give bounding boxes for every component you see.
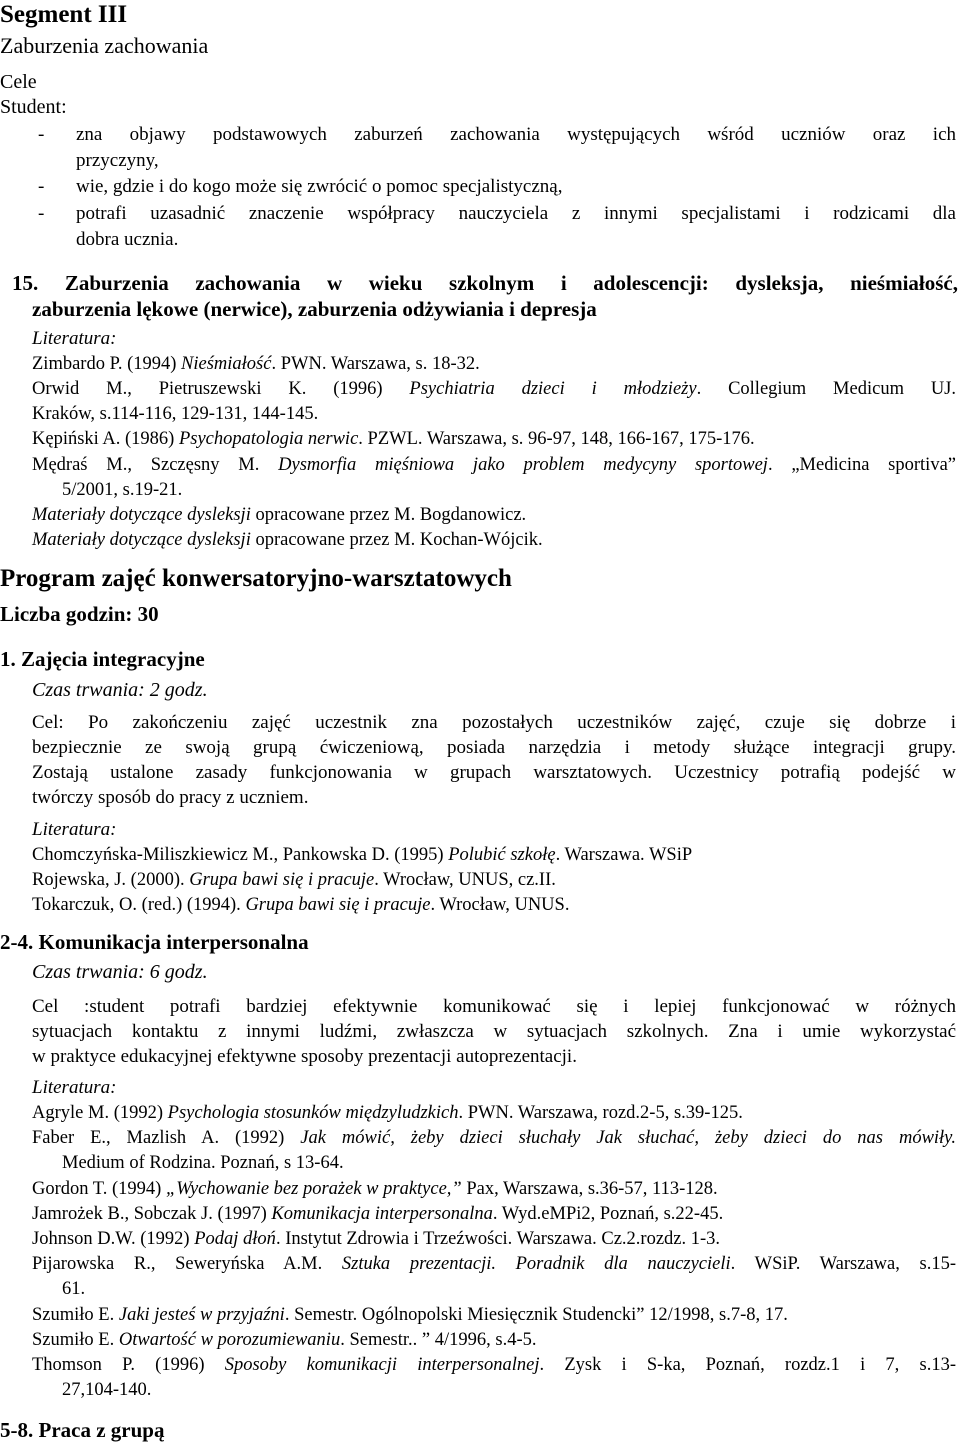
section-5-8-title: 5-8. Praca z grupą <box>0 1418 165 1442</box>
student-label: Student: <box>0 96 67 118</box>
topic-15-title-line2: zaburzenia lękowe (nerwice), zaburzenia odżywiania i depresja <box>32 297 597 321</box>
section-1-goal-line2: bezpiecznie ze swoją grupą ćwiczeniową, posiada narzędzia i metody służące integracji grupy. <box>32 737 956 758</box>
reference-item: Materiały dotyczące dysleksji opracowane przez M. Bogdanowicz. <box>32 505 527 525</box>
bullet-dash: - <box>38 124 45 145</box>
goal-item-1-line2: przyczyny, <box>76 150 159 171</box>
reference-continuation: 61. <box>62 1279 86 1299</box>
reference-continuation: 5/2001, s.19-21. <box>62 480 183 500</box>
reference-item: Pijarowska R., Seweryńska A.M. Sztuka prezentacji. Poradnik dla nauczycieli. WSiP. Warszawa, s.15- <box>32 1254 956 1274</box>
reference-item: Johnson D.W. (1992) Podaj dłoń. Instytut Zdrowia i Trzeźwości. Warszawa. Cz.2.rozdz. 1-3. <box>32 1229 721 1249</box>
section-2-4-duration: Czas trwania: 6 godz. <box>32 961 208 983</box>
reference-item: Orwid M., Pietruszewski K. (1996) Psychiatria dzieci i młodzieży. Collegium Medicum UJ. <box>32 379 957 399</box>
reference-item: Zimbardo P. (1994) Nieśmiałość. PWN. Warszawa, s. 18-32. <box>32 354 480 374</box>
section-2-4-goal-line2: sytuacjach kontaktu z innymi ludźmi, zwłaszcza w sytuacjach szkolnych. Zna i umie wykorzystać <box>32 1021 956 1042</box>
section-1-goal-line4: twórczy sposób do pracy z uczniem. <box>32 787 309 808</box>
section-1-title: 1. Zajęcia integracyjne <box>0 647 205 671</box>
program-title: Program zajęć konwersatoryjno-warsztatowych <box>0 565 512 592</box>
literature-label: Literatura: <box>32 819 117 840</box>
section-2-4-title: 2-4. Komunikacja interpersonalna <box>0 930 309 954</box>
literature-label: Literatura: <box>32 1077 117 1098</box>
reference-continuation: Medium of Rodzina. Poznań, s 13-64. <box>62 1153 344 1173</box>
reference-item: Mędraś M., Szczęsny M. Dysmorfia mięśniowa jako problem medycyny sportowej. „Medicina sportiva” <box>32 455 956 475</box>
reference-item: Gordon T. (1994) „Wychowanie bez porażek w praktyce,” Pax, Warszawa, s.36-57, 113-128. <box>32 1179 718 1199</box>
reference-continuation: 27,104-140. <box>62 1380 152 1400</box>
reference-item: Kępiński A. (1986) Psychopatologia nerwic. PZWL. Warszawa, s. 96-97, 148, 166-167, 175-176. <box>32 429 755 449</box>
reference-item: Szumiło E. Jaki jesteś w przyjaźni. Semestr. Ogólnopolski Miesięcznik Studencki” 12/1998, s.7-8, 17. <box>32 1305 788 1325</box>
reference-item: Tokarczuk, O. (red.) (1994). Grupa bawi się i pracuje. Wrocław, UNUS. <box>32 895 570 915</box>
section-1-goal-line1: Cel: Po zakończeniu zajęć uczestnik zna pozostałych uczestników zajęć, czuje się dobrze i <box>32 712 957 733</box>
goal-item-2: wie, gdzie i do kogo może się zwrócić o pomoc specjalistyczną, <box>76 176 563 197</box>
section-2-4-goal-line3: w praktyce edukacyjnej efektywne sposoby prezentacji autoprezentacji. <box>32 1046 577 1067</box>
bullet-dash: - <box>38 176 45 197</box>
goal-item-3-line2: dobra ucznia. <box>76 229 179 250</box>
bullet-dash: - <box>38 203 45 224</box>
reference-item: Materiały dotyczące dysleksji opracowane przez M. Kochan-Wójcik. <box>32 530 543 550</box>
reference-item: Agryle M. (1992) Psychologia stosunków międzyludzkich. PWN. Warszawa, rozd.2-5, s.39-125. <box>32 1103 743 1123</box>
reference-item: Szumiło E. Otwartość w porozumiewaniu. Semestr.. ” 4/1996, s.4-5. <box>32 1330 537 1350</box>
section-2-4-goal-line1: Cel :student potrafi bardziej efektywnie komunikować się i lepiej funkcjonować w różnych <box>32 996 956 1017</box>
reference-item: Faber E., Mazlish A. (1992) Jak mówić, żeby dzieci słuchały Jak słuchać, żeby dzieci do nas mówiły. <box>32 1128 956 1148</box>
segment-heading: Segment III <box>0 1 128 28</box>
segment-subtitle: Zaburzenia zachowania <box>0 33 209 58</box>
reference-item: Chomczyńska-Miliszkiewicz M., Pankowska D. (1995) Polubić szkołę. Warszawa. WSiP <box>32 845 693 865</box>
reference-item: Thomson P. (1996) Sposoby komunikacji interpersonalnej. Zysk i S-ka, Poznań, rozdz.1 i 7, s.13- <box>32 1355 956 1375</box>
goals-heading: Cele <box>0 71 37 93</box>
hours-count: Liczba godzin: 30 <box>0 602 159 626</box>
goal-item-1-line1: zna objawy podstawowych zaburzeń zachowania występujących wśród uczniów oraz ich <box>76 124 956 145</box>
section-1-goal-line3: Zostają ustalone zasady funkcjonowania w grupach warsztatowych. Uczestnicy potrafią podejść w <box>32 762 956 783</box>
reference-item: Rojewska, J. (2000). Grupa bawi się i pracuje. Wrocław, UNUS, cz.II. <box>32 870 556 890</box>
section-1-duration: Czas trwania: 2 godz. <box>32 679 208 701</box>
goal-item-3-line1: potrafi uzasadnić znaczenie współpracy nauczyciela z innymi specjalistami i rodzicami dla <box>76 203 956 224</box>
topic-15-title-line1: 15. Zaburzenia zachowania w wieku szkolnym i adolescencji: dysleksja, nieśmiałość, <box>12 271 958 295</box>
reference-item: Jamrożek B., Sobczak J. (1997) Komunikacja interpersonalna. Wyd.eMPi2, Poznań, s.22-45. <box>32 1204 724 1224</box>
literature-label: Literatura: <box>32 328 117 349</box>
reference-continuation: Kraków, s.114-116, 129-131, 144-145. <box>32 404 319 424</box>
